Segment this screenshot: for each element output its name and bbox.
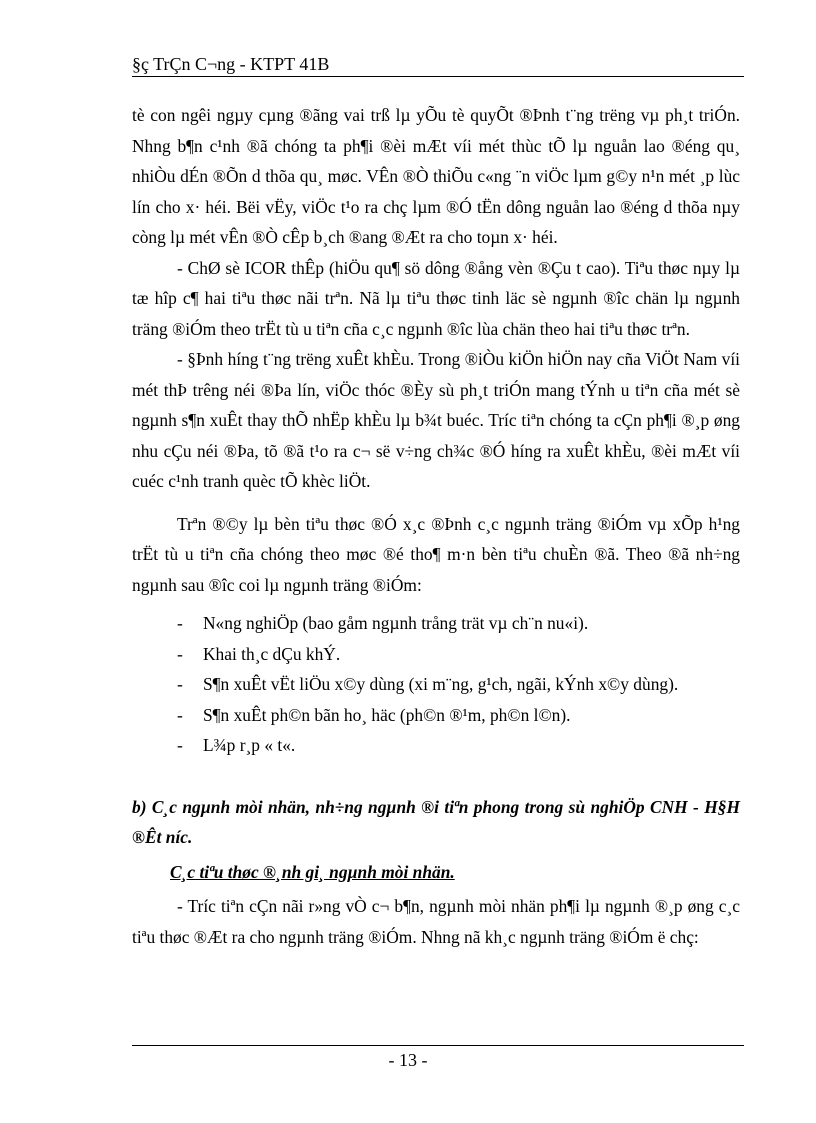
paragraph-1: tè con ngêi ngµy cµng ®ãng vai trß lµ yÕu tè quyÕt ®Þnh t¨ng trëng vµ ph¸t triÓn. Nhng b¶n c¹nh ®ã chóng ta ph¶i ®èi mÆt víi mét thùc tÕ lµ nguån lao ®éng qu¸ nhiÒu dÉn ®Õn d thõa qu¸ møc. VÊn ®Ò thiÕu c«ng ¨n viÖc lµm g©y n¹n mét ¸p lùc lín cho x· héi. Bëi vËy, viÖc t¹o ra chç lµm ®Ó tËn dông nguån lao ®éng d thõa nµy còng lµ mét vÊn ®Ò cÊp b¸ch ®ang ®Æt ra cho toµn x· héi.: [132, 105, 740, 247]
list-item: [132, 639, 740, 670]
list-item: [132, 608, 740, 639]
bullet-dash: -: [177, 704, 183, 725]
paragraph-export: - §Þnh híng t¨ng trëng xuÊt khÈu. Trong ®iÒu kiÖn hiÖn nay cña ViÖt Nam víi mét thÞ trêng néi ®Þa lín, viÖc thóc ®Èy sù ph¸t triÓn mang tÝnh u tiªn cña mét sè ngµnh s¶n xuÊt thay thÕ nhËp khÈu lµ b¾t buéc. Tríc tiªn chóng ta cÇn ph¶i ®¸p øng nhu cÇu néi ®Þa, tõ ®ã t¹o ra c¬ së v÷ng ch¾c ®Ó híng ra xuÊt khÈu, ®èi mÆt víi cuéc c¹nh tranh quèc tÕ khèc liÖt.: [132, 349, 740, 491]
footer-rule: [132, 1045, 744, 1046]
paragraph-spearhead: - Tríc tiªn cÇn nãi r»ng vÒ c¬ b¶n, ngµnh mòi nhän ph¶i lµ ngµnh ®¸p øng c¸c tiªu thøc ®Æt ra cho ngµnh träng ®iÓm. Nhng nã kh¸c ngµnh träng ®iÓm ë chç:: [132, 896, 740, 947]
bullet-dash: -: [177, 674, 183, 694]
list-item-text: N«ng nghiÖp (bao gåm ngµnh trång trät vµ ch¨n nu«i).: [203, 613, 589, 633]
bullet-dash: -: [177, 735, 183, 755]
list-item: [132, 730, 740, 761]
header-rule: [132, 76, 744, 77]
running-header: §ç TrÇn C¬ng - KTPT 41B: [132, 54, 330, 74]
list-item-text: S¶n xuÊt ph©n bãn ho¸ häc (ph©n ®¹m, ph©n l©n).: [203, 704, 571, 725]
bullet-dash: -: [177, 643, 183, 664]
page-number: - 13 -: [388, 1050, 428, 1070]
section-heading-b: b) C¸c ngµnh mòi nhän, nh÷ng ngµnh ®i tiªn phong trong sù nghiÖp CNH - H§H ®Êt níc.: [132, 796, 740, 847]
list-item-text: Khai th¸c dÇu khÝ.: [203, 643, 341, 664]
list-item-text: S¶n xuÊt vËt liÖu x©y dùng (xi m¨ng, g¹ch, ngãi, kÝnh x©y dùng).: [203, 674, 679, 694]
paragraph-summary: Trªn ®©y lµ bèn tiªu thøc ®Ó x¸c ®Þnh c¸c ngµnh träng ®iÓm vµ xÕp h¹ng trËt tù u tiªn cña chóng theo møc ®é tho¶ m·n bèn tiªu chuÈn ®ã. Theo ®ã nh÷ng ngµnh sau ®îc coi lµ ngµnh träng ®iÓm:: [132, 513, 740, 595]
bullet-dash: -: [177, 613, 183, 633]
paragraph-icor: - ChØ sè ICOR thÊp (hiÖu qu¶ sö dông ®ång vèn ®Çu t cao). Tiªu thøc nµy lµ tæ hîp c¶ hai tiªu thøc nãi trªn. Nã lµ tiªu thøc tinh läc sè ngµnh ®îc chän lµ ngµnh träng ®iÓm theo trËt tù u tiªn cña c¸c ngµnh ®îc lùa chän theo hai tiªu thøc trªn.: [132, 257, 740, 339]
list-item: [132, 669, 740, 700]
subsection-heading: C¸c tiªu thøc ®¸nh gi¸ ngµnh mòi nhän.: [170, 861, 455, 882]
list-item-text: L¾p r¸p « t«.: [203, 735, 296, 755]
list-item: [132, 700, 740, 731]
page-body: [132, 100, 740, 952]
